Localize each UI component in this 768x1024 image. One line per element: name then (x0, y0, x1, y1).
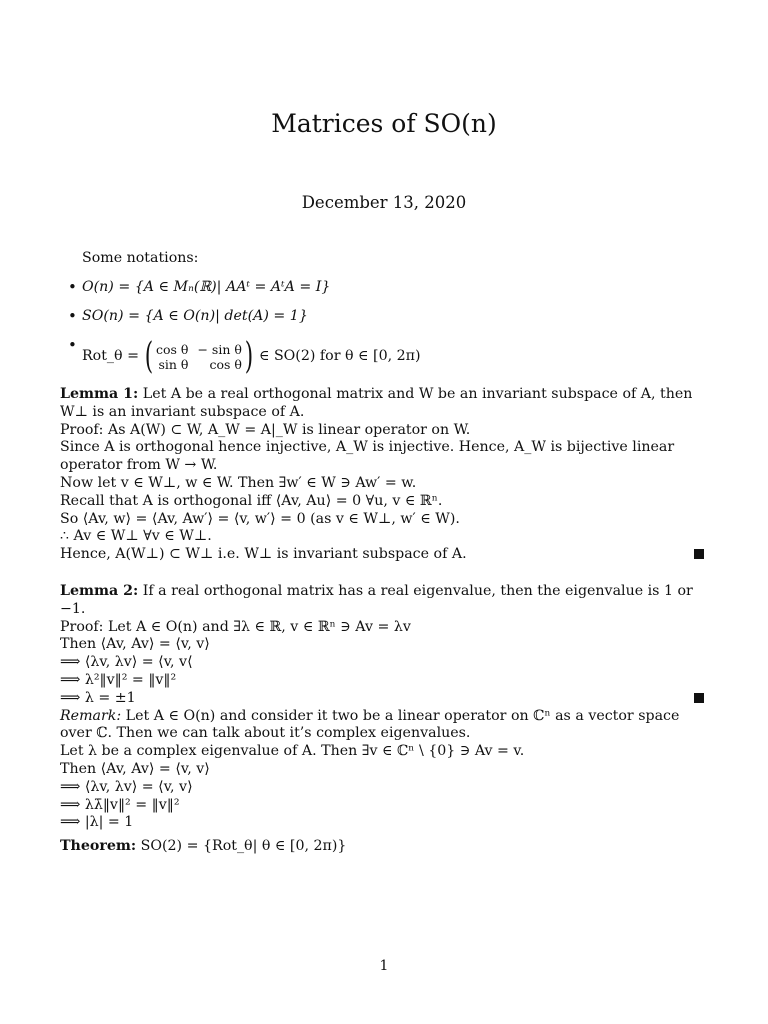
proof-line: ⟹ ⟨λv, λv⟩ = ⟨v, v⟨ (60, 654, 193, 671)
theorem-label: Theorem: (60, 838, 137, 855)
spacer (60, 564, 710, 583)
notation-item (60, 337, 710, 377)
theorem-text: SO(2) = {Rot_θ| θ ∈ [0, 2π)} (140, 838, 347, 855)
remark-line: Let λ be a complex eigenvalue of A. Then ∃v ∈ ℂⁿ \ {0} ∋ Av = v. (60, 743, 525, 760)
notation-son: SO(n) = {A ∈ O(n)| det(A) = 1} (82, 307, 308, 324)
proof-conclusion: Hence, A(W⊥) ⊂ W⊥ i.e. W⊥ is invariant subspace of A. (60, 546, 467, 563)
rotation-suffix: ∈ SO(2) for θ ∈ [0, 2π) (258, 347, 421, 364)
document-date: December 13, 2020 (301, 193, 467, 212)
qed-square-icon (694, 693, 704, 703)
proof-line: Since A is orthogonal hence injective, A_W is injective. Hence, A_W is bijective linear operator from W → W. (60, 439, 675, 474)
proof-line: Then ⟨Av, Av⟩ = ⟨v, v⟩ (60, 636, 210, 653)
remark-line: ⟹ ⟨λv, λv⟩ = ⟨v, v⟩ (60, 778, 193, 795)
left-paren: ( (144, 335, 154, 377)
notation-on: O(n) = {A ∈ Mₙ(ℝ)| AAᵗ = AᵗA = I} (82, 279, 331, 295)
lemma2-text: If a real orthogonal matrix has a real eigenvalue, then the eigenvalue is 1 or −1. (60, 582, 693, 617)
lemma2-label: Lemma 2: (60, 582, 139, 599)
remark-paragraph (60, 708, 710, 744)
proof-line: Proof: Let A ∈ O(n) and ∃λ ∈ ℝ, v ∈ ℝⁿ ∋ Av = λv (60, 618, 411, 635)
remark-line: Then ⟨Av, Av⟩ = ⟨v, v⟩ (60, 760, 210, 777)
document-body (60, 386, 710, 856)
matrix-entry: sin θ (158, 356, 189, 372)
rotation-matrix (142, 335, 256, 377)
matrix-entry: cos θ (156, 341, 189, 357)
page-title: Matrices of SO(n) (271, 109, 497, 138)
lemma1-label: Lemma 1: (60, 386, 139, 402)
intro-text: Some notations: (82, 250, 199, 266)
matrix-entry: cos θ (209, 356, 242, 372)
qed-square-icon (694, 549, 704, 559)
remark-label: Remark: (60, 707, 122, 724)
notation-item (60, 308, 710, 326)
proof-line: Now let v ∈ W⊥, w ∈ W. Then ∃w′ ∈ W ∋ Aw′ = w. (60, 474, 417, 491)
proof-line: Recall that A is orthogonal iff ⟨Av, Au⟩ = 0 ∀u, v ∈ ℝⁿ. (60, 492, 443, 509)
remark-text: Let A ∈ O(n) and consider it two be a linear operator on ℂⁿ as a vector space over ℂ. Then we can talk about it’s complex eigenvalues. (60, 707, 680, 742)
rotation-label: • Rot_θ = (82, 347, 139, 364)
page-number: 1 (379, 958, 389, 974)
proof-line (60, 690, 710, 708)
proof-line (60, 546, 710, 564)
theorem-statement (60, 838, 710, 856)
right-paren: ) (244, 335, 254, 377)
proof-conclusion: ⟹ λ = ±1 (60, 689, 136, 706)
notation-item (60, 279, 710, 297)
matrix-entry: − sin θ (197, 341, 242, 357)
lemma1-statement (60, 386, 710, 422)
remark-line: ⟹ |λ| = 1 (60, 814, 134, 831)
proof-line: ∴ Av ∈ W⊥ ∀v ∈ W⊥. (60, 528, 212, 545)
proof-line: So ⟨Av, w⟩ = ⟨Av, Aw′⟩ = ⟨v, w′⟩ = 0 (as v ∈ W⊥, w′ ∈ W). (60, 510, 460, 527)
remark-line: ⟹ λλ̄‖v‖² = ‖v‖² (60, 796, 180, 813)
matrix-grid (156, 342, 242, 372)
notation-list (60, 270, 710, 377)
lemma1-text: Let A be a real orthogonal matrix and W be an invariant subspace of A, then W⊥ is an invariant subspace of A. (60, 386, 693, 420)
lemma2-statement (60, 583, 710, 619)
proof-line: Proof: As A(W) ⊂ W, A_W = A|_W is linear operator on W. (60, 421, 471, 438)
proof-line: ⟹ λ²‖v‖² = ‖v‖² (60, 671, 177, 688)
